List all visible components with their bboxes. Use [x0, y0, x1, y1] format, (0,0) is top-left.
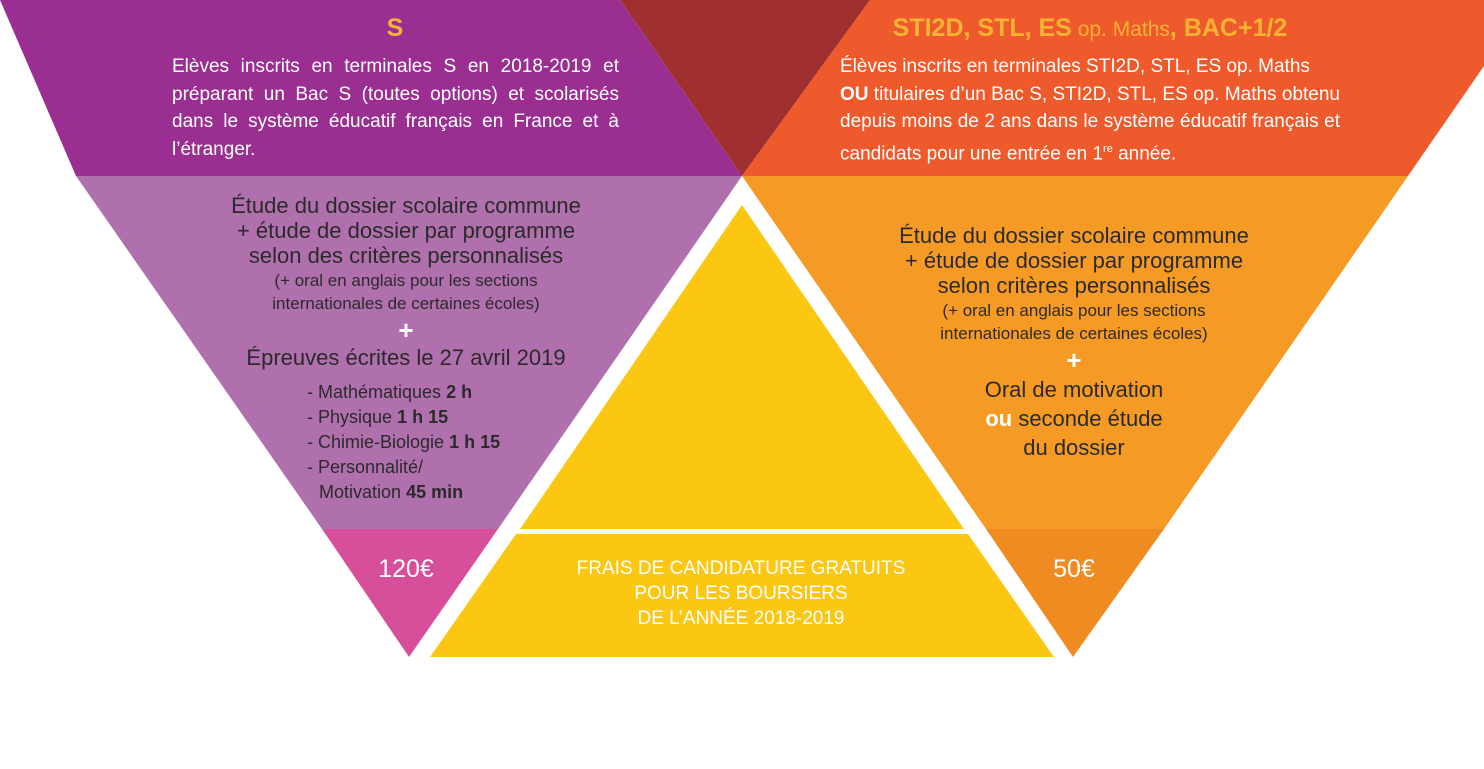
right-price: 50€ [1053, 555, 1095, 583]
right-plus-sign: + [1066, 345, 1082, 375]
free-application-note [430, 556, 1052, 631]
right-oral-note-line2: internationales de certaines écoles) [940, 324, 1208, 343]
left-selection-line3: selon des critères personnalisés [248, 243, 564, 268]
free-note-line2: POUR LES BOURSIERS [634, 583, 848, 604]
right-selection-line1: Étude du dossier scolaire commune [899, 223, 1249, 248]
subject-item: - Physique 1 h 15 [307, 407, 449, 427]
left-oral-note-line2: internationales de certaines écoles) [272, 294, 540, 313]
left-oral-note-line1: (+ oral en anglais pour les sections [274, 271, 538, 290]
subject-item: - Chimie-Biologie 1 h 15 [307, 432, 501, 452]
right-eligibility: Élèves inscrits en terminales STI2D, STL, ES op. Maths OU titulaires d’un Bac S, STI2D, STL, ES op. Maths obtenu depuis moins de 2 ans dans le système éducatif français et candidats pour une entrée en 1re année. [840, 56, 1340, 164]
right-oral-note-line1: (+ oral en anglais pour les sections [942, 301, 1206, 320]
left-price: 120€ [378, 555, 434, 583]
free-note-line1: FRAIS DE CANDIDATURE GRATUITS [576, 558, 906, 579]
left-selection-line1: Étude du dossier scolaire commune [231, 193, 581, 218]
right-oral-note [842, 299, 1306, 345]
left-subjects-list [307, 380, 500, 505]
right-oral-line1: Oral de motivation [984, 377, 1164, 402]
left-title: S [386, 14, 404, 42]
left-selection-line2: + étude de dossier par programme [236, 218, 576, 243]
right-title: STI2D, STL, ES op. Maths, BAC+1/2 [892, 14, 1288, 42]
right-selection-line3: selon critères personnalisés [937, 273, 1211, 298]
right-eligibility-ou: OU [840, 83, 869, 105]
subject-item: - Mathématiques 2 h [307, 382, 473, 402]
left-exam-title: Épreuves écrites le 27 avril 2019 [246, 345, 566, 370]
right-oral-block [842, 375, 1306, 462]
right-oral-line3: du dossier [1023, 435, 1125, 460]
right-selection [842, 223, 1306, 462]
subject-item: - Personnalité/ [307, 457, 424, 477]
free-note-line3: DE L’ANNÉE 2018-2019 [637, 608, 845, 629]
subject-item: Motivation 45 min [319, 482, 464, 502]
right-oral-line2: ou seconde étude [985, 406, 1163, 431]
left-selection [180, 193, 632, 371]
left-plus-sign: + [398, 315, 414, 345]
right-selection-line2: + étude de dossier par programme [904, 248, 1244, 273]
left-eligibility: Elèves inscrits en terminales S en 2018-2019 et préparant un Bac S (toutes options) et scolarisés dans le système éducatif français en France et à l’étranger. [172, 56, 619, 160]
left-oral-note [180, 269, 632, 315]
